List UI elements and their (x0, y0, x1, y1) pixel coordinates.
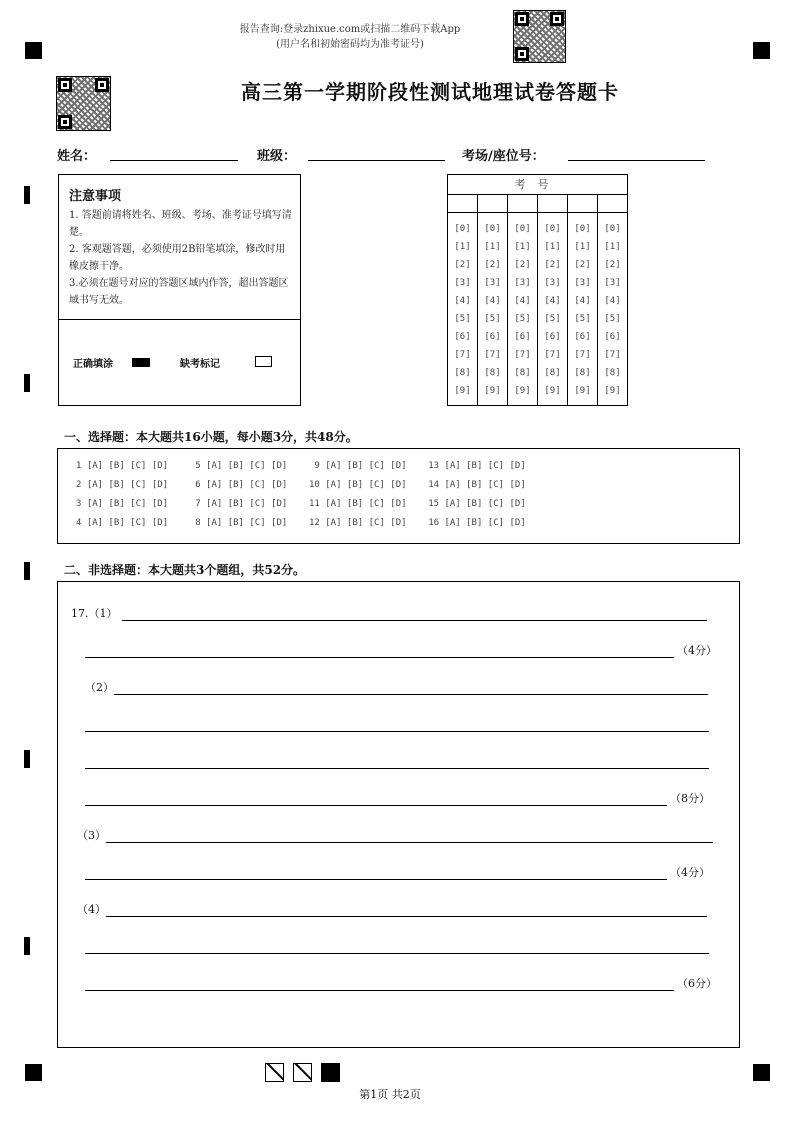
exam-id-digit-bubble[interactable]: [1] (514, 242, 531, 252)
exam-id-digit-bubble[interactable]: [3] (604, 278, 621, 288)
exam-id-digit-bubble[interactable]: [5] (544, 314, 561, 324)
exam-id-digit-bubble[interactable]: [5] (454, 314, 471, 324)
exam-id-column (478, 195, 508, 406)
exam-id-digit-bubble[interactable]: [9] (484, 386, 501, 396)
report-query-info (200, 22, 500, 52)
exam-id-write-cell[interactable] (538, 195, 567, 213)
answer-line[interactable] (114, 694, 708, 695)
answer-line[interactable] (122, 620, 707, 621)
exam-id-digit-bubble[interactable]: [3] (574, 278, 591, 288)
exam-id-digit-bubble[interactable]: [9] (574, 386, 591, 396)
answer-line[interactable] (85, 990, 674, 991)
answer-line[interactable] (85, 953, 709, 954)
exam-id-digit-bubble[interactable]: [7] (544, 350, 561, 360)
exam-id-digit-bubble[interactable]: [6] (574, 332, 591, 342)
exam-id-digit-bubble[interactable]: [2] (514, 260, 531, 270)
alignment-mark-top-left (25, 42, 42, 59)
q17-1-score: （4分） (677, 644, 717, 657)
app-qr-code[interactable] (513, 10, 566, 63)
timing-mark (24, 562, 30, 580)
exam-id-digit-bubble[interactable]: [9] (604, 386, 621, 396)
exam-id-write-cell[interactable] (508, 195, 537, 213)
class-field[interactable] (308, 160, 445, 161)
exam-id-column (508, 195, 538, 406)
q17-3-score: （4分） (670, 866, 710, 879)
exam-id-digit-bubble[interactable]: [0] (604, 224, 621, 234)
exam-id-digit-bubble[interactable]: [3] (514, 278, 531, 288)
choice-row[interactable]: 4 [A] [B] [C] [D] 8 [A] [B] [C] [D] 12 [A] [B] [C] [D] 16 [A] [B] [C] [D] (76, 518, 526, 528)
timing-mark (24, 937, 30, 955)
account-line: (用户名和初始密码均为准考证号) (276, 39, 424, 50)
exam-id-digit-bubble[interactable]: [4] (514, 296, 531, 306)
exam-id-column (598, 195, 628, 406)
seat-label: 考场/座位号： (462, 149, 545, 164)
answer-line[interactable] (106, 916, 707, 917)
exam-id-digit-bubble[interactable]: [3] (544, 278, 561, 288)
exam-id-digit-bubble[interactable]: [9] (544, 386, 561, 396)
exam-id-digit-bubble[interactable]: [1] (454, 242, 471, 252)
exam-id-digit-bubble[interactable]: [4] (604, 296, 621, 306)
exam-id-digit-bubble[interactable]: [2] (484, 260, 501, 270)
exam-id-digit-bubble[interactable]: [9] (514, 386, 531, 396)
absent-mark-box[interactable] (255, 356, 272, 367)
section1-title: 一、选择题：本大题共16小题，每小题3分，共48分。 (64, 430, 358, 444)
answer-line[interactable] (85, 879, 667, 880)
name-label: 姓名： (57, 149, 97, 164)
sheet-qr-code (56, 76, 111, 131)
exam-id-digit-bubble[interactable]: [1] (484, 242, 501, 252)
exam-id-digit-bubble[interactable]: [8] (544, 368, 561, 378)
choice-row[interactable]: 1 [A] [B] [C] [D] 5 [A] [B] [C] [D] 9 [A] [B] [C] [D] 13 [A] [B] [C] [D] (76, 461, 526, 471)
exam-id-digit-bubble[interactable]: [4] (544, 296, 561, 306)
legend-absent-label: 缺考标记 (180, 359, 220, 370)
seat-field[interactable] (568, 160, 705, 161)
answer-line[interactable] (85, 657, 674, 658)
page-title: 高三第一学期阶段性测试地理试卷答题卡 (241, 80, 619, 104)
exam-id-digit-bubble[interactable]: [9] (454, 386, 471, 396)
exam-id-digit-bubble[interactable]: [6] (604, 332, 621, 342)
exam-id-digit-bubble[interactable]: [1] (544, 242, 561, 252)
exam-id-digit-bubble[interactable]: [2] (574, 260, 591, 270)
exam-id-column (448, 195, 478, 406)
timing-mark (24, 374, 30, 392)
exam-id-digit-bubble[interactable]: [0] (544, 224, 561, 234)
exam-id-write-cell[interactable] (598, 195, 627, 213)
exam-id-digit-bubble[interactable]: [8] (514, 368, 531, 378)
exam-id-digit-bubble[interactable]: [4] (574, 296, 591, 306)
exam-id-digit-bubble[interactable]: [4] (454, 296, 471, 306)
notice-body (69, 207, 294, 309)
exam-id-digit-bubble[interactable]: [5] (514, 314, 531, 324)
timing-mark (24, 186, 30, 204)
notice-item: 2. 客观题答题，必须使用2B铅笔填涂，修改时用橡皮擦干净。 (69, 244, 286, 272)
exam-id-digit-bubble[interactable]: [2] (544, 260, 561, 270)
exam-id-digit-bubble[interactable]: [8] (484, 368, 501, 378)
name-field[interactable] (110, 160, 238, 161)
exam-id-digit-bubble[interactable]: [4] (484, 296, 501, 306)
q17-2-label: （2） (85, 681, 114, 694)
timing-mark (24, 750, 30, 768)
alignment-mark-bottom-right (753, 1064, 770, 1081)
exam-id-digit-bubble[interactable]: [2] (604, 260, 621, 270)
section2-title: 二、非选择题：本大题共3个题组，共52分。 (64, 563, 306, 577)
answer-line[interactable] (85, 731, 709, 732)
answer-line[interactable] (85, 768, 709, 769)
exam-id-digit-bubble[interactable]: [1] (574, 242, 591, 252)
exam-id-digit-bubble[interactable]: [1] (604, 242, 621, 252)
q17-4-score: （6分） (677, 977, 717, 990)
notice-title: 注意事项 (69, 189, 122, 204)
exam-id-digit-bubble[interactable]: [5] (484, 314, 501, 324)
crossed-box-mark (265, 1063, 284, 1082)
notice-divider (59, 319, 300, 320)
exam-id-box (447, 174, 628, 406)
choice-row[interactable]: 2 [A] [B] [C] [D] 6 [A] [B] [C] [D] 10 [A] [B] [C] [D] 14 [A] [B] [C] [D] (76, 480, 526, 490)
q17-4-label: （4） (77, 903, 106, 916)
page-number: 第1页 共2页 (359, 1088, 421, 1101)
exam-id-digit-bubble[interactable]: [3] (484, 278, 501, 288)
alignment-mark-top-right (753, 42, 770, 59)
answer-line[interactable] (85, 805, 667, 806)
choice-row[interactable]: 3 [A] [B] [C] [D] 7 [A] [B] [C] [D] 11 [A] [B] [C] [D] 15 [A] [B] [C] [D] (76, 499, 526, 509)
exam-id-digit-bubble[interactable]: [5] (574, 314, 591, 324)
exam-id-digit-bubble[interactable]: [7] (604, 350, 621, 360)
exam-id-digit-bubble[interactable]: [8] (574, 368, 591, 378)
exam-id-digit-bubble[interactable]: [0] (454, 224, 471, 234)
exam-id-digit-bubble[interactable]: [3] (454, 278, 471, 288)
exam-id-digit-bubble[interactable]: [8] (604, 368, 621, 378)
notice-box (58, 174, 301, 406)
class-label: 班级： (257, 149, 297, 164)
free-answer-box (57, 581, 740, 1048)
answer-line[interactable] (106, 842, 713, 843)
exam-id-column (538, 195, 568, 406)
crossed-box-mark (293, 1063, 312, 1082)
legend-correct-swatch (132, 358, 150, 367)
notice-item: 3.必须在题号对应的答题区域内作答，超出答题区域书写无效。 (69, 278, 289, 306)
exam-id-digit-bubble[interactable]: [8] (454, 368, 471, 378)
exam-id-digit-bubble[interactable]: [0] (574, 224, 591, 234)
exam-id-digit-bubble[interactable]: [2] (454, 260, 471, 270)
exam-id-write-cell[interactable] (478, 195, 507, 213)
exam-id-digit-bubble[interactable]: [0] (514, 224, 531, 234)
exam-id-digit-bubble[interactable]: [7] (514, 350, 531, 360)
q17-3-label: （3） (77, 829, 106, 842)
exam-id-digit-bubble[interactable]: [6] (484, 332, 501, 342)
q17-2-score: （8分） (670, 792, 710, 805)
exam-id-digit-bubble[interactable]: [5] (604, 314, 621, 324)
exam-id-digit-bubble[interactable]: [6] (454, 332, 471, 342)
notice-item: 1. 答题前请将姓名、班级、考场、准考证号填写清楚。 (69, 210, 292, 238)
choice-answer-box (57, 448, 740, 544)
exam-id-digit-bubble[interactable]: [6] (514, 332, 531, 342)
exam-id-digit-bubble[interactable]: [7] (574, 350, 591, 360)
exam-id-column (568, 195, 598, 406)
exam-id-write-cell[interactable] (568, 195, 597, 213)
q17-1-label: 17.（1） (71, 607, 118, 620)
exam-id-write-cell[interactable] (448, 195, 477, 213)
exam-id-digit-bubble[interactable]: [0] (484, 224, 501, 234)
query-line: 报告查询:登录zhixue.com或扫描二维码下载App (239, 24, 461, 35)
legend-correct-label: 正确填涂 (73, 359, 113, 370)
filled-box-mark (321, 1063, 340, 1082)
exam-id-digit-bubble[interactable]: [7] (454, 350, 471, 360)
exam-id-digit-bubble[interactable]: [7] (484, 350, 501, 360)
exam-id-digit-bubble[interactable]: [6] (544, 332, 561, 342)
exam-id-header: 考号 (448, 175, 627, 195)
alignment-mark-bottom-left (25, 1064, 42, 1081)
